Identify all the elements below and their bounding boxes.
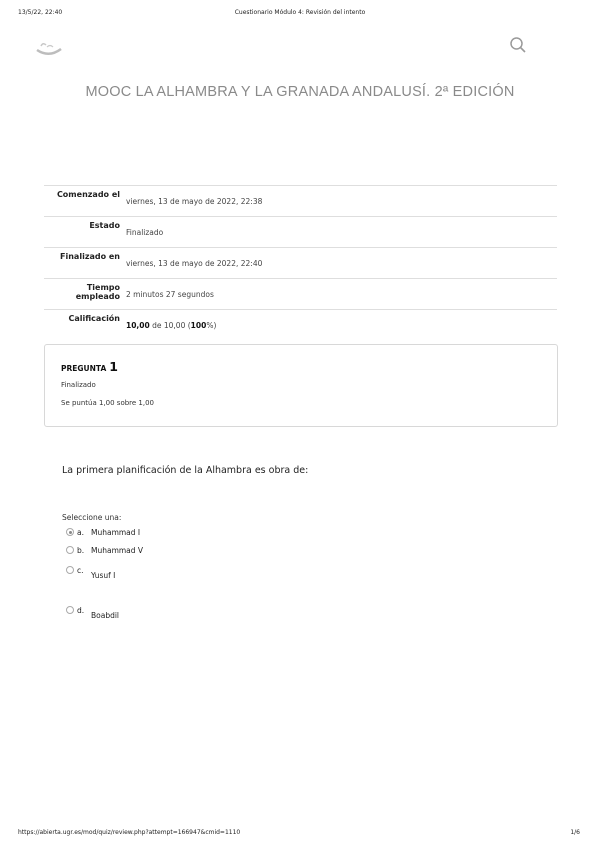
option-text: Muhammad I [91,528,141,537]
option-letter: c. [77,566,84,575]
summary-value: viernes, 13 de mayo de 2022, 22:40 [126,259,263,268]
summary-row-grade [44,309,557,340]
answer-prompt: Seleccione una: [62,513,122,522]
print-title: Cuestionario Módulo 4: Revisión del intento [234,9,366,16]
question-number-value: 1 [109,359,118,374]
search-icon[interactable] [509,36,527,54]
question-mark: Se puntúa 1,00 sobre 1,00 [61,399,155,407]
print-url: https://abierta.ugr.es/mod/quiz/review.php?attempt=166947&cmid=1110 [18,829,241,836]
question-label: PREGUNTA [61,364,107,373]
attempt-summary [44,185,557,340]
grade-suffix: %) [206,321,217,330]
question-info-card [44,344,558,427]
summary-label: Comenzado el [56,190,120,199]
summary-label: Calificación [68,314,120,323]
option-letter: b. [77,546,85,555]
question-state: Finalizado [61,381,96,389]
option-text: Boabdil [91,611,120,620]
summary-row-finished [44,247,557,278]
summary-row-time [44,278,557,309]
summary-label: Estado [89,221,120,230]
summary-label: Finalizado en [60,252,120,261]
summary-label: Tiempo empleado [75,283,120,301]
question-text: La primera planificación de la Alhambra es obra de: [62,465,309,476]
summary-row-started [44,185,557,216]
grade-score: 10,00 [126,321,150,330]
grade-of-text: de 10,00 ( [149,321,191,330]
radio-icon[interactable] [66,546,74,554]
summary-value: 2 minutos 27 segundos [126,290,214,299]
option-text: Muhammad V [91,546,144,555]
logo-icon[interactable] [34,38,64,58]
summary-value: Finalizado [126,228,164,237]
course-title: MOOC LA ALHAMBRA Y LA GRANADA ANDALUSÍ. 2ª EDICIÓN [85,84,515,100]
question-number [61,359,118,374]
print-date: 13/5/22, 22:40 [18,9,63,16]
option-letter: a. [77,528,84,537]
print-page-number: 1/6 [570,829,580,836]
option-letter: d. [77,606,85,615]
radio-selected-icon[interactable] [66,528,74,536]
radio-icon[interactable] [66,566,74,574]
summary-value: viernes, 13 de mayo de 2022, 22:38 [126,197,263,206]
grade-percent: 100 [190,321,207,330]
option-text: Yusuf I [91,571,116,580]
print-header [0,9,600,21]
grade-value [126,310,216,340]
summary-row-state [44,216,557,247]
print-footer [0,829,600,841]
radio-icon[interactable] [66,606,74,614]
